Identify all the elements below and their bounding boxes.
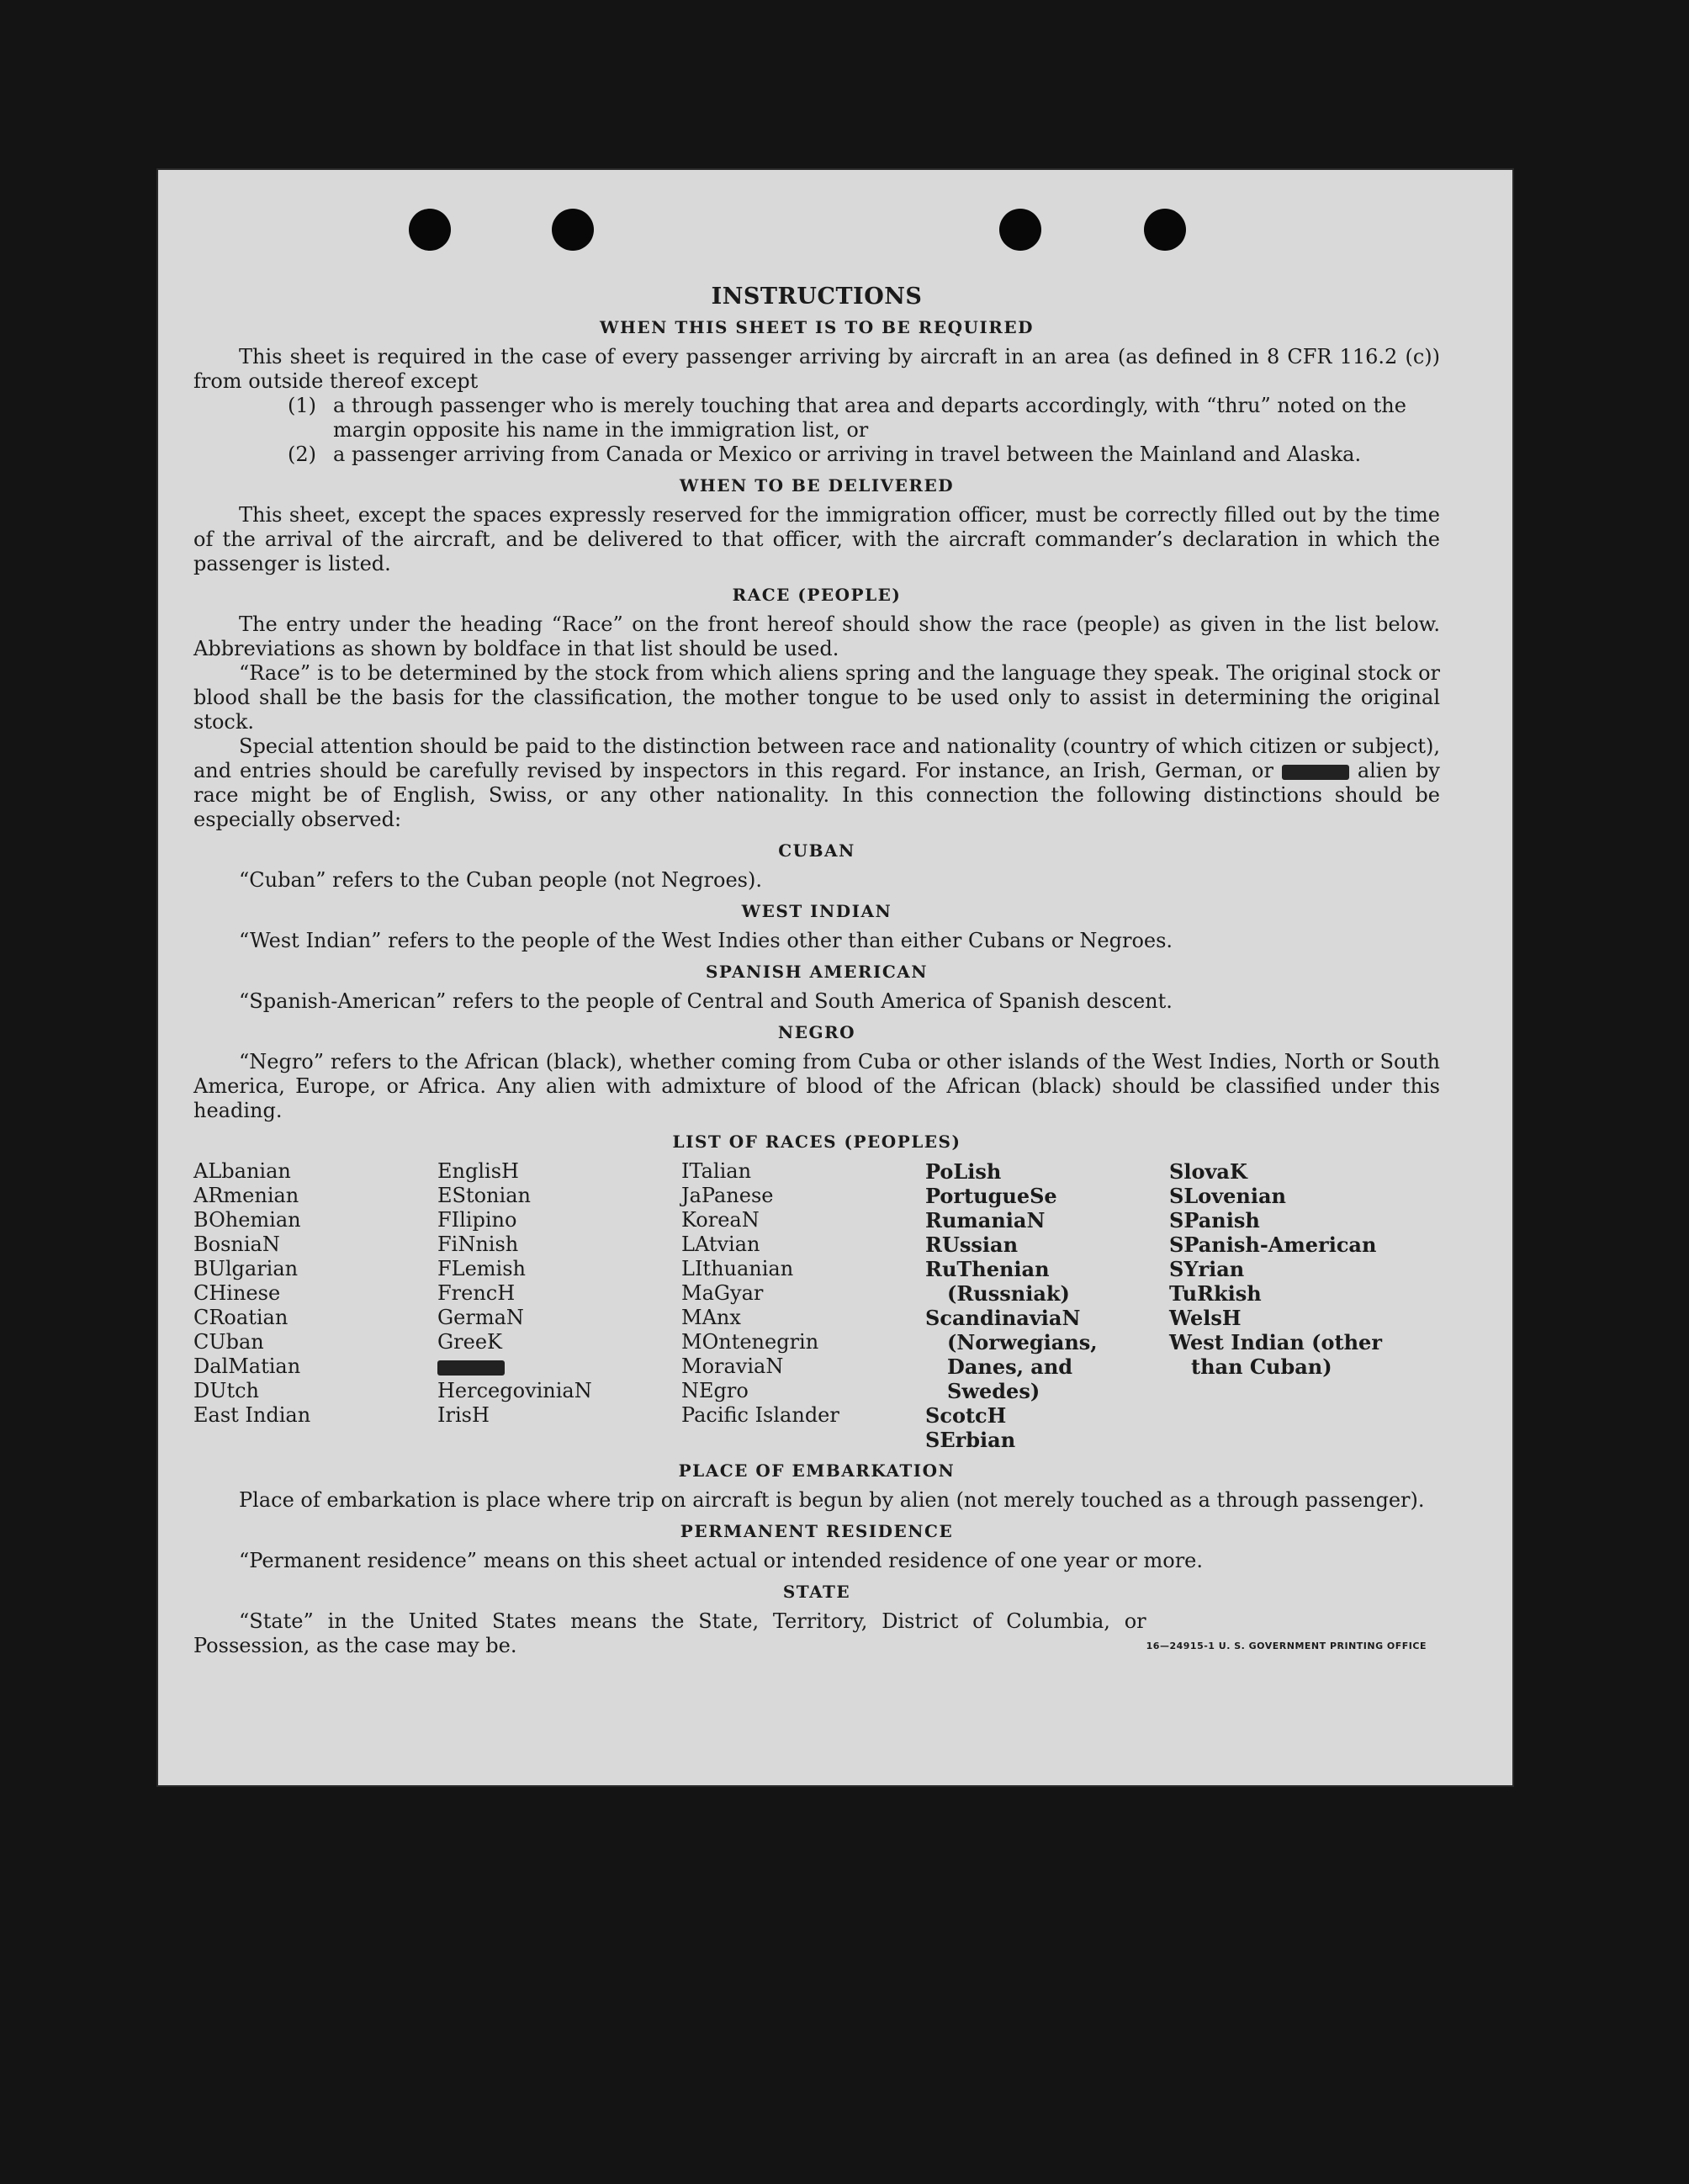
list-item: (1) a through passenger who is merely touching that area and departs accordingly, with “thru” noted on the margin opposite his name in the immigration list, or: [288, 394, 1406, 442]
race-item: PoLish: [925, 1159, 1002, 1184]
race-item: SPanish: [1169, 1208, 1260, 1232]
race-item: SLovenian: [1169, 1184, 1286, 1208]
race-item: BosniaN: [193, 1232, 280, 1256]
race-paragraph-1: The entry under the heading “Race” on the front hereof should show the race (people) as given in the list below. Abbreviations as shown by boldface in that list should be used.: [193, 612, 1440, 660]
race-item: EStonian: [437, 1184, 531, 1207]
race-item: GermaN: [437, 1306, 524, 1329]
race-item: MoraviaN: [681, 1354, 784, 1378]
race-item: LAtvian: [681, 1232, 760, 1256]
west-indian-text: “West Indian” refers to the people of the West Indies other than either Cubans or Negroes.: [239, 929, 1173, 952]
section-heading-west-indian: WEST INDIAN: [741, 901, 892, 921]
race-item: FiNnish: [437, 1232, 519, 1256]
race-item: East Indian: [193, 1403, 311, 1427]
race-item: CRoatian: [193, 1306, 289, 1329]
section-heading-negro: NEGRO: [777, 1022, 856, 1042]
list-item: (2) a passenger arriving from Canada or Mexico or arriving in travel between the Mainland and Alaska.: [288, 443, 1362, 466]
race-item: CHinese: [193, 1281, 281, 1305]
race-item: PortugueSe: [925, 1184, 1057, 1208]
printer-mark: 16—24915-1 U. S. GOVERNMENT PRINTING OFFICE: [1146, 1641, 1427, 1651]
race-item: KoreaN: [681, 1208, 760, 1232]
section-heading-race: RACE (PEOPLE): [732, 585, 902, 605]
race-item: CUban: [193, 1330, 264, 1354]
race-item: MOntenegrin: [681, 1330, 819, 1354]
race-item: SYrian: [1169, 1257, 1245, 1281]
punch-hole: [552, 209, 594, 251]
race-item: DUtch: [193, 1379, 260, 1402]
section-heading-state: STATE: [782, 1582, 851, 1602]
race-item: [437, 1354, 681, 1379]
races-column: [193, 1159, 437, 1452]
races-list: [193, 1159, 1440, 1452]
race-item: FLemish: [437, 1257, 526, 1280]
race-item: West Indian (other than Cuban): [1169, 1330, 1390, 1379]
race-item: HercegoviniaN: [437, 1379, 592, 1402]
race-item: ScandinaviaN (Norwegians, Danes, and Swedes): [925, 1306, 1104, 1403]
races-column: [681, 1159, 925, 1452]
punch-hole: [409, 209, 451, 251]
section-heading-residence: PERMANENT RESIDENCE: [680, 1521, 954, 1541]
races-column: [1169, 1159, 1413, 1452]
section-heading-embarkation: PLACE OF EMBARKATION: [678, 1460, 956, 1481]
race-item: RUssian: [925, 1232, 1019, 1257]
punch-hole: [999, 209, 1041, 251]
race-item: EnglisH: [437, 1159, 519, 1183]
embarkation-text: Place of embarkation is place where trip on aircraft is begun by alien (not merely touched as a through passenger).: [239, 1488, 1425, 1512]
race-item: IrisH: [437, 1403, 490, 1427]
race-item: RuThenian (Russniak): [925, 1257, 1070, 1306]
race-item: SPanish-American: [1169, 1232, 1377, 1257]
cuban-text: “Cuban” refers to the Cuban people (not Negroes).: [239, 868, 762, 892]
residence-text: “Permanent residence” means on this sheet actual or intended residence of one year or more.: [239, 1549, 1203, 1572]
spanish-american-text: “Spanish-American” refers to the people of Central and South America of Spanish descent.: [239, 989, 1173, 1013]
race-item: FIlipino: [437, 1208, 517, 1232]
section-heading-required: WHEN THIS SHEET IS TO BE REQUIRED: [600, 317, 1034, 337]
race-item: ARmenian: [193, 1184, 299, 1207]
delivered-text: This sheet, except the spaces expressly reserved for the immigration officer, must be correctly filled out by the time of the arrival of the aircraft, and be delivered to that officer, with the aircraft commander’s declaration in which the passenger is listed.: [193, 503, 1440, 575]
races-column: [925, 1159, 1169, 1452]
race-item: ScotcH: [925, 1403, 1007, 1428]
race-item: LIthuanian: [681, 1257, 794, 1280]
race-item: NEgro: [681, 1379, 749, 1402]
redaction-mark: [437, 1360, 505, 1376]
race-item: Pacific Islander: [681, 1403, 839, 1427]
race-paragraph-3: Special attention should be paid to the distinction between race and nationality (country of which citizen or subject), and entries should be carefully revised by inspectors in this regard. For instance, an Irish, German, or alien by race might be of English, Swiss, or any other nationality. In this connection the following distinctions should be especially observed:: [193, 734, 1440, 831]
race-item: ITalian: [681, 1159, 752, 1183]
race-item: MaGyar: [681, 1281, 764, 1305]
section-heading-races-list: LIST OF RACES (PEOPLES): [672, 1132, 961, 1152]
races-column: [437, 1159, 681, 1452]
race-paragraph-2: “Race” is to be determined by the stock from which aliens spring and the language they speak. The original stock or blood shall be the basis for the classification, the mother tongue to be used only to assist in determining the original stock.: [193, 661, 1440, 734]
race-item: JaPanese: [681, 1184, 774, 1207]
race-item: WelsH: [1169, 1306, 1242, 1330]
punch-hole: [1144, 209, 1186, 251]
race-item: DalMatian: [193, 1354, 301, 1378]
negro-text: “Negro” refers to the African (black), whether coming from Cuba or other islands of the West Indies, North or South America, Europe, or Africa. Any alien with admixture of blood of the African (black) should be classified under this heading.: [193, 1050, 1440, 1122]
document-page: [158, 170, 1512, 1785]
race-item: BOhemian: [193, 1208, 301, 1232]
section-heading-cuban: CUBAN: [778, 840, 855, 861]
race-item: FrencH: [437, 1281, 516, 1305]
race-item: ALbanian: [193, 1159, 291, 1183]
state-block: [193, 1609, 1440, 1658]
race-item: SlovaK: [1169, 1159, 1247, 1184]
document-title: INSTRUCTIONS: [711, 284, 923, 310]
section-heading-delivered: WHEN TO BE DELIVERED: [679, 475, 955, 496]
state-text: “State” in the United States means the State, Territory, District of Columbia, or Possession, as the case may be.: [193, 1609, 1146, 1657]
section-heading-spanish-american: SPANISH AMERICAN: [705, 962, 929, 982]
race-item: GreeK: [437, 1330, 502, 1354]
document-body: [193, 279, 1440, 1658]
race-item: TuRkish: [1169, 1281, 1262, 1306]
required-intro: This sheet is required in the case of every passenger arriving by aircraft in an area (as defined in 8 CFR 116.2 (c)) from outside thereof except: [193, 345, 1440, 393]
race-item: RumaniaN: [925, 1208, 1046, 1232]
race-item: SErbian: [925, 1428, 1016, 1452]
race-item: MAnx: [681, 1306, 741, 1329]
redaction-mark: [1282, 765, 1349, 780]
race-item: BUlgarian: [193, 1257, 299, 1280]
